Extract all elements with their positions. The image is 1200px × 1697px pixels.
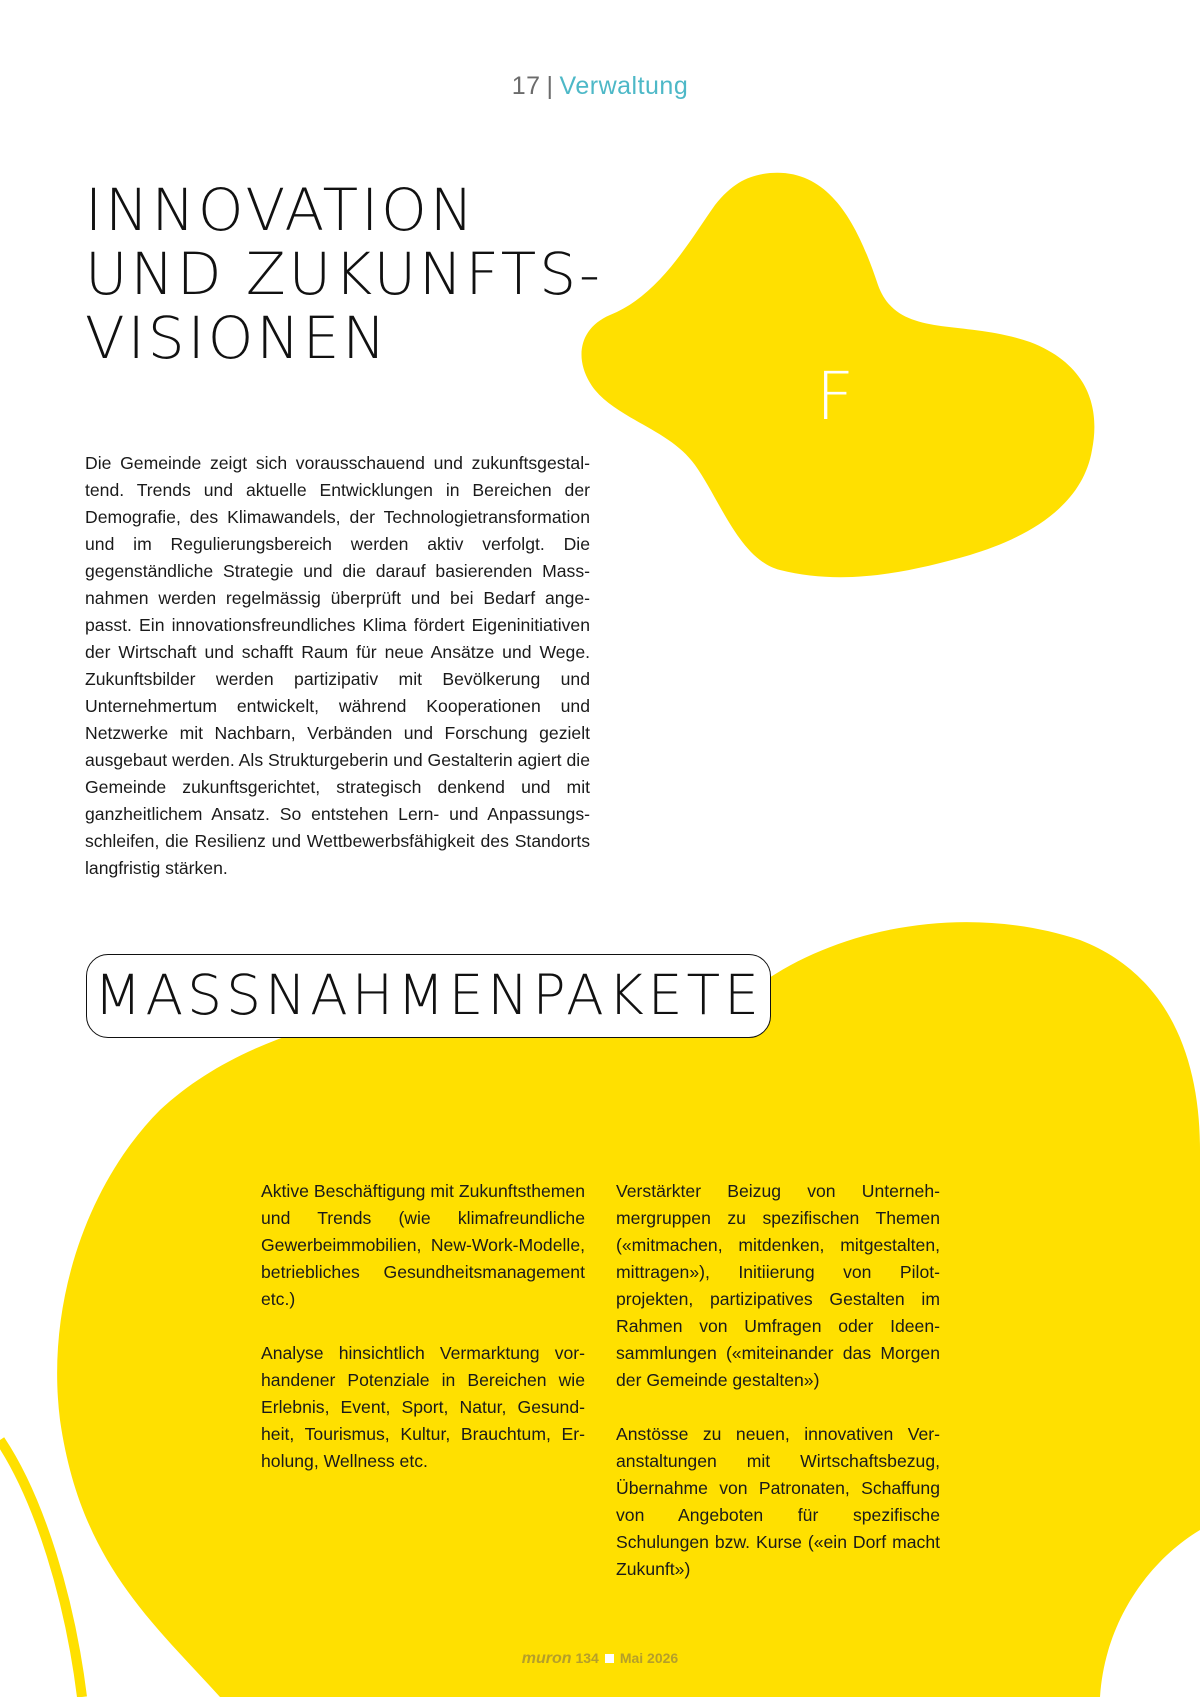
intro-paragraph: Die Gemeinde zeigt sich vorausschauend und zukunftsgestaltend. Trends und aktuelle Entwicklungen in Bereichen der Demografie, des Klimawandels, der Technologietransformation und im Regulierungsbereich werden aktiv verfolgt. Die gegenständliche Strategie und die darauf basierenden Massnahmen werden regelmässig überprüft und bei Bedarf angepasst. Ein innovationsfreundliches Klima fördert Eigeninitiativen der Wirtschaft und schafft Raum für neue Ansätze und Wege. Zukunftsbilder werden partizipativ mit Bevölkerung und Unternehmertum entwickelt, während Kooperationen und Netzwerke mit Nachbarn, Verbänden und Forschung gezielt ausgebaut werden. Als Strukturgeberin und Gestalterin agiert die Gemeinde zukunftsgerichtet, strategisch denkend und mit ganzheitlichem Ansatz. So entstehen Lern- und Anpassungsschleifen, die Resilienz und Wettbewerbsfähigkeit des Standorts langfristig stärken.	[85, 453, 590, 878]
footer-date: Mai 2026	[619, 1650, 679, 1666]
page-footer	[0, 1650, 1200, 1668]
page-number: 17	[511, 72, 541, 100]
title-line-1: INNOVATION	[85, 176, 477, 244]
section-name: Verwaltung	[559, 72, 689, 100]
title-line-3: VISIONEN	[85, 304, 389, 372]
title-line-2: UND ZUKUNFTS-	[85, 240, 603, 308]
page-header	[0, 72, 1200, 101]
footer-square-icon	[605, 1654, 614, 1663]
chapter-letter: F	[816, 358, 854, 435]
page-title	[85, 178, 603, 370]
measure-item: Verstärkter Beizug von Unternehmergruppen zu spezifischen Themen («mitmachen, mitdenken, mitgestalten, mittragen»), Initiierung von Pilotprojekten, partizipatives Gestalten im Rahmen von Umfragen oder Ideensammlungen («miteinander das Morgen der Gemeinde gestalten»)	[616, 1181, 940, 1390]
footer-issue: 134	[575, 1650, 599, 1666]
footer-brand: muron	[521, 1650, 572, 1667]
measure-item: Aktive Beschäftigung mit Zukunftsthemen und Trends (wie klimafreundliche Gewerbeimmobilien, New-Work-Modelle, betriebliches Gesundheitsmanagement etc.)	[261, 1181, 585, 1309]
measure-item: Anstösse zu neuen, innovativen Veranstaltungen mit Wirtschaftsbezug, Übernahme von Patronaten, Schaffung von Angeboten für spezifische Schulungen bzw. Kurse («ein Dorf macht Zukunft»)	[616, 1424, 940, 1579]
measure-item: Analyse hinsichtlich Vermarktung vorhandener Potenziale in Bereichen wie Erlebnis, Event, Sport, Natur, Gesundheit, Tourismus, Kultur, Brauchtum, Erholung, Wellness etc.	[261, 1343, 585, 1471]
measures-column-right	[616, 1178, 940, 1610]
measures-column-left	[261, 1178, 585, 1502]
header-separator: |	[546, 72, 554, 100]
measures-heading: MASSNAHMENPAKETE	[94, 963, 763, 1027]
